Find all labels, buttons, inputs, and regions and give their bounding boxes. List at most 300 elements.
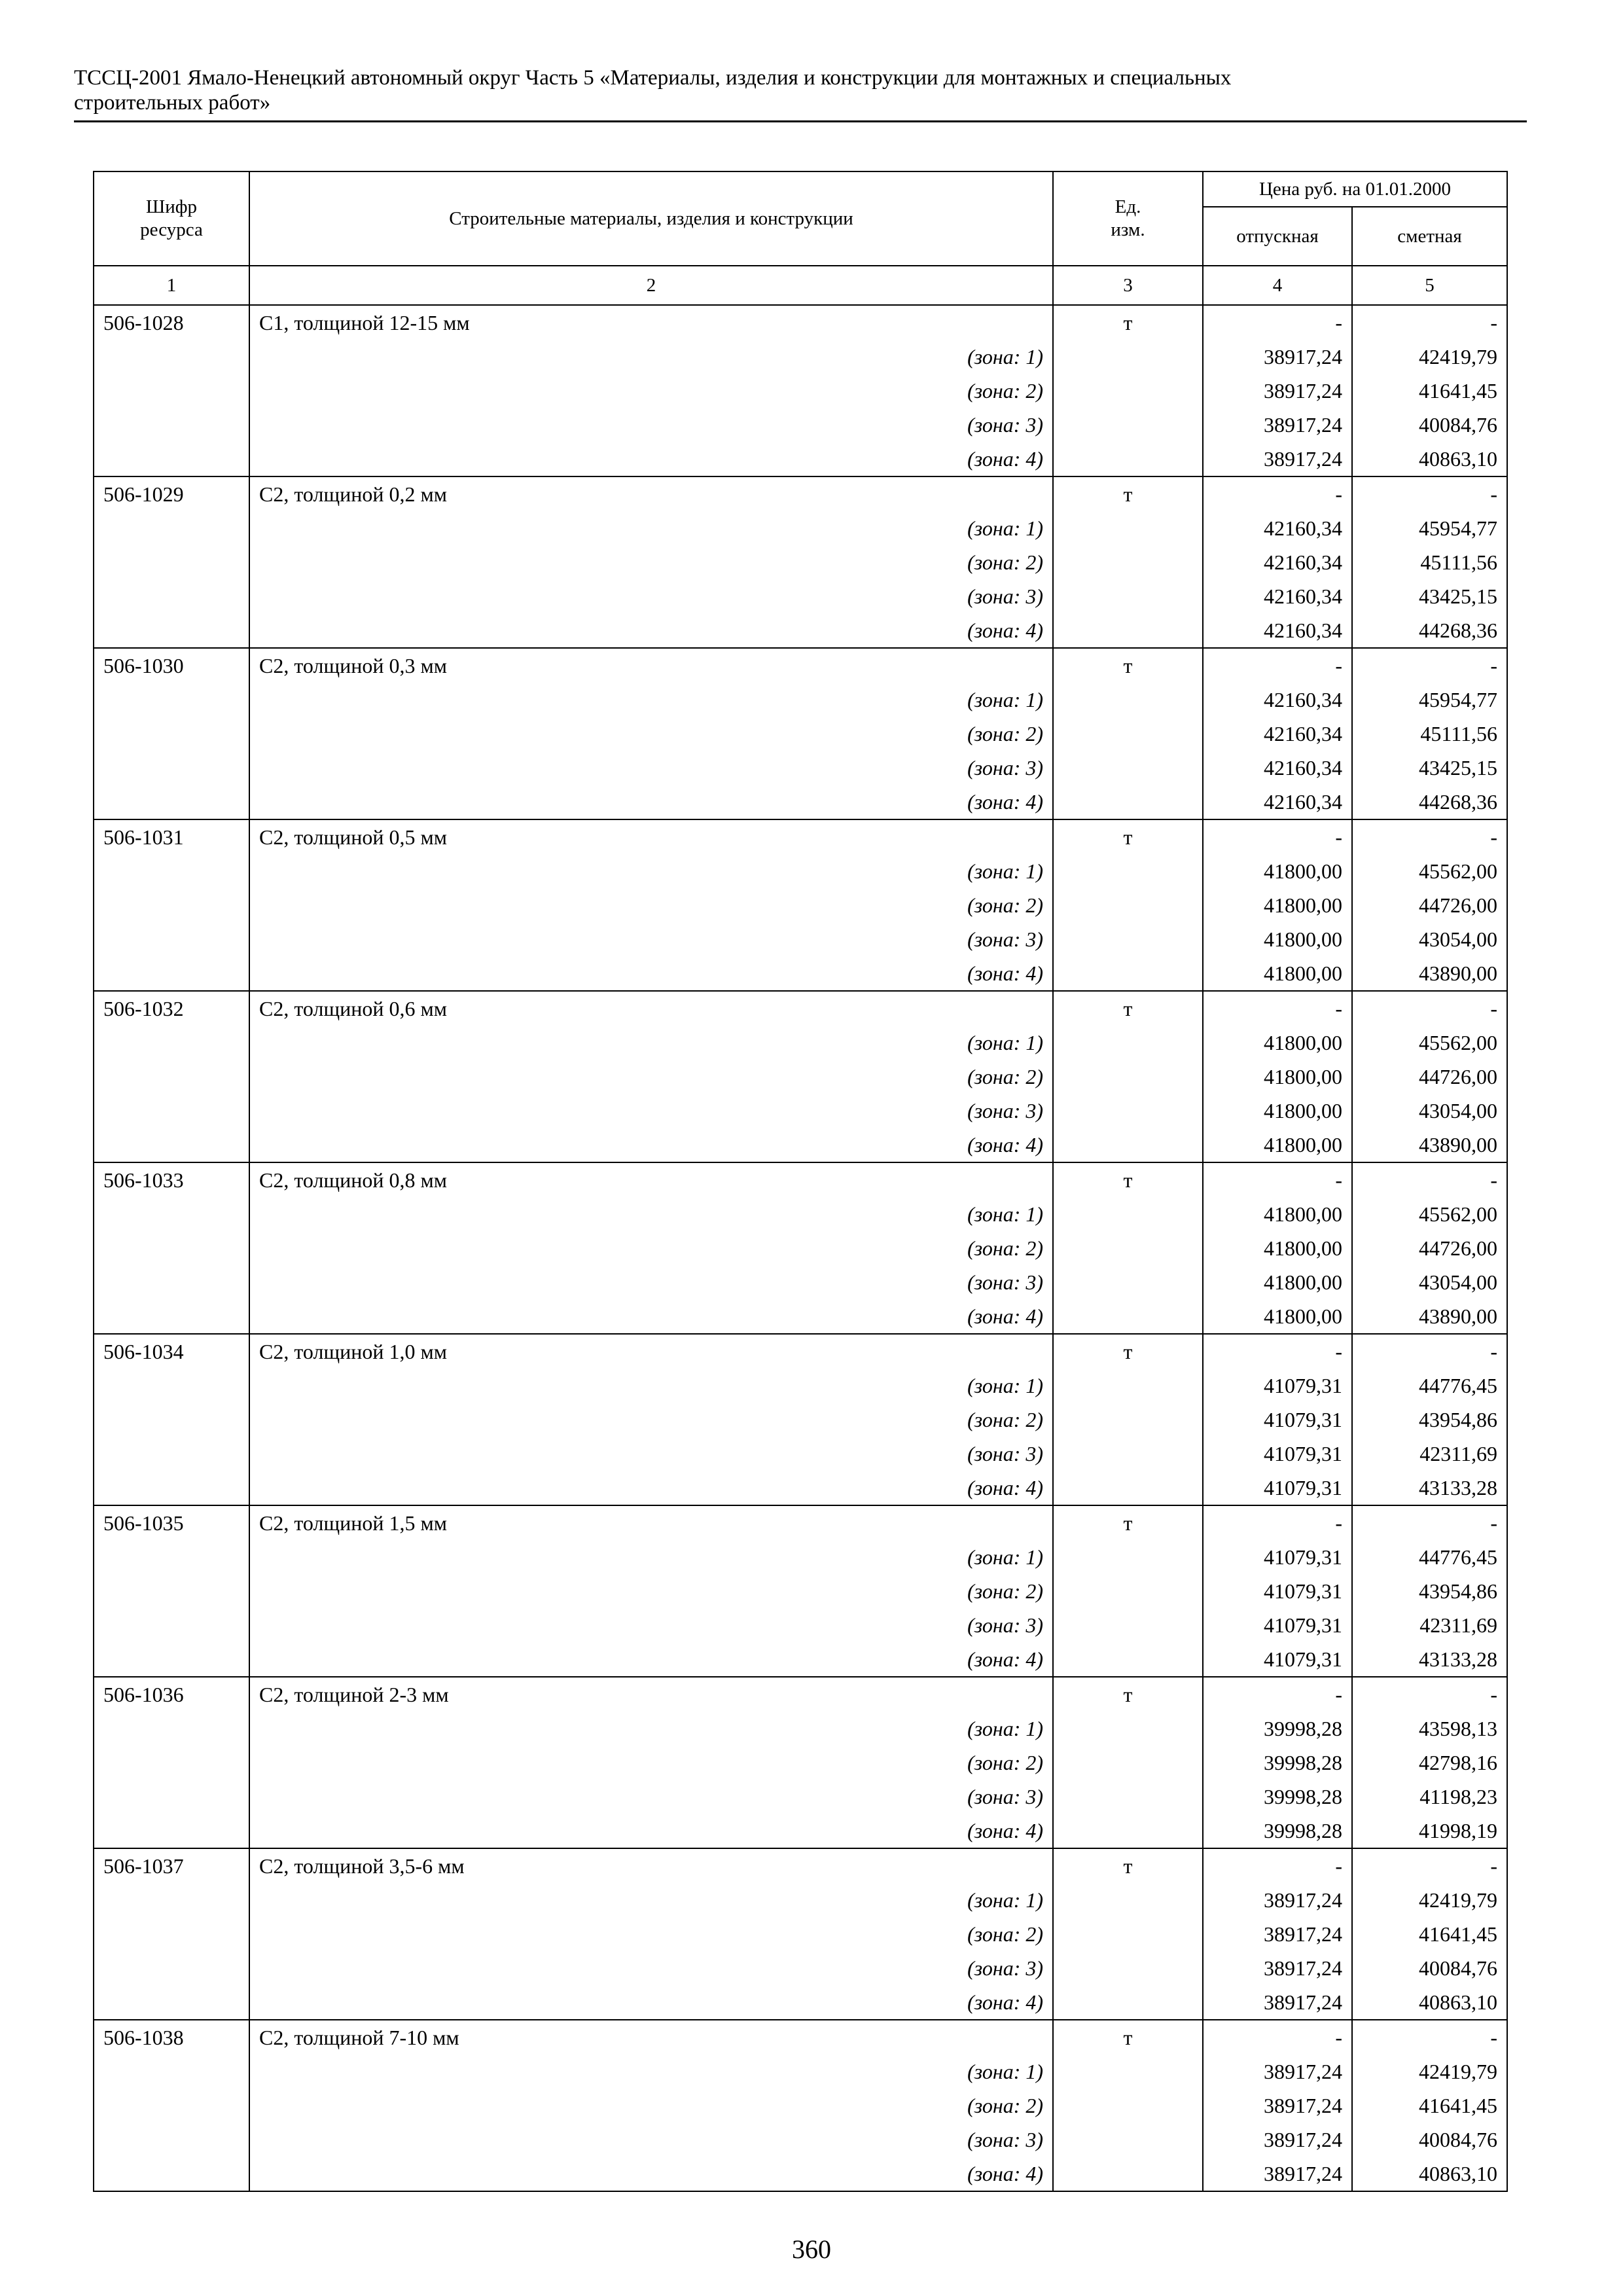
resource-code: 506-1029 xyxy=(94,476,249,511)
zone-label: (зона: 1) xyxy=(249,854,1053,888)
release-price: 41079,31 xyxy=(1203,1403,1352,1437)
zone-row xyxy=(94,854,1507,888)
empty-cell xyxy=(1053,374,1203,408)
zone-row xyxy=(94,1128,1507,1162)
column-header-name: Строительные материалы, изделия и конструкции xyxy=(249,171,1053,266)
empty-cell xyxy=(1053,1299,1203,1334)
resource-row xyxy=(94,1162,1507,1197)
empty-cell xyxy=(1053,1471,1203,1505)
zone-label: (зона: 3) xyxy=(249,1780,1053,1814)
zone-label: (зона: 3) xyxy=(249,751,1053,785)
release-price: 38917,24 xyxy=(1203,2123,1352,2157)
empty-cell xyxy=(94,442,249,476)
zone-label: (зона: 1) xyxy=(249,1712,1053,1746)
release-price: 41079,31 xyxy=(1203,1471,1352,1505)
price-table xyxy=(93,171,1508,2192)
empty-cell xyxy=(94,1712,249,1746)
zone-row xyxy=(94,717,1507,751)
estimate-price: 40863,10 xyxy=(1352,2157,1507,2191)
resource-unit: т xyxy=(1053,991,1203,1026)
resource-name: С2, толщиной 0,5 мм xyxy=(249,819,1053,854)
release-price: - xyxy=(1203,1848,1352,1883)
empty-cell xyxy=(1053,2089,1203,2123)
release-price: 41800,00 xyxy=(1203,1197,1352,1231)
column-header-estimate-price: сметная xyxy=(1352,207,1507,266)
zone-row xyxy=(94,1746,1507,1780)
zone-label: (зона: 2) xyxy=(249,374,1053,408)
empty-cell xyxy=(1053,1540,1203,1574)
release-price: 41800,00 xyxy=(1203,1128,1352,1162)
empty-cell xyxy=(94,1883,249,1917)
empty-cell xyxy=(94,579,249,613)
zone-row xyxy=(94,579,1507,613)
estimate-price: 40863,10 xyxy=(1352,1985,1507,2020)
zone-row xyxy=(94,1814,1507,1848)
empty-cell xyxy=(94,1369,249,1403)
empty-cell xyxy=(94,888,249,922)
empty-cell xyxy=(1053,854,1203,888)
empty-cell xyxy=(1053,1712,1203,1746)
empty-cell xyxy=(94,1471,249,1505)
release-price: 42160,34 xyxy=(1203,613,1352,648)
release-price: 41079,31 xyxy=(1203,1369,1352,1403)
estimate-price: - xyxy=(1352,1677,1507,1712)
empty-cell xyxy=(1053,579,1203,613)
empty-cell xyxy=(1053,1814,1203,1848)
estimate-price: 42419,79 xyxy=(1352,2054,1507,2089)
zone-row xyxy=(94,1471,1507,1505)
release-price: 41800,00 xyxy=(1203,1026,1352,1060)
empty-cell xyxy=(94,1060,249,1094)
empty-cell xyxy=(94,408,249,442)
zone-label: (зона: 1) xyxy=(249,340,1053,374)
zone-row xyxy=(94,340,1507,374)
empty-cell xyxy=(1053,1265,1203,1299)
zone-label: (зона: 1) xyxy=(249,1883,1053,1917)
resource-row xyxy=(94,819,1507,854)
zone-label: (зона: 3) xyxy=(249,1608,1053,1642)
zone-label: (зона: 4) xyxy=(249,442,1053,476)
empty-cell xyxy=(94,1985,249,2020)
zone-row xyxy=(94,2157,1507,2191)
table-header xyxy=(94,171,1507,305)
release-price: 38917,24 xyxy=(1203,1883,1352,1917)
empty-cell xyxy=(94,1403,249,1437)
resource-row xyxy=(94,1334,1507,1369)
zone-row xyxy=(94,888,1507,922)
release-price: 41800,00 xyxy=(1203,922,1352,956)
estimate-price: 45111,56 xyxy=(1352,717,1507,751)
release-price: 39998,28 xyxy=(1203,1780,1352,1814)
resource-row xyxy=(94,2020,1507,2054)
estimate-price: 43133,28 xyxy=(1352,1471,1507,1505)
empty-cell xyxy=(94,1197,249,1231)
zone-row xyxy=(94,956,1507,991)
resource-row xyxy=(94,991,1507,1026)
zone-label: (зона: 4) xyxy=(249,1814,1053,1848)
zone-row xyxy=(94,1197,1507,1231)
resource-code: 506-1030 xyxy=(94,648,249,683)
zone-label: (зона: 3) xyxy=(249,408,1053,442)
empty-cell xyxy=(94,545,249,579)
resource-code: 506-1032 xyxy=(94,991,249,1026)
estimate-price: 45954,77 xyxy=(1352,683,1507,717)
empty-cell xyxy=(1053,613,1203,648)
empty-cell xyxy=(1053,442,1203,476)
table-body xyxy=(94,305,1507,2191)
resource-unit: т xyxy=(1053,1334,1203,1369)
zone-label: (зона: 3) xyxy=(249,579,1053,613)
resource-row xyxy=(94,1848,1507,1883)
estimate-price: 42419,79 xyxy=(1352,340,1507,374)
estimate-price: 43054,00 xyxy=(1352,922,1507,956)
zone-row xyxy=(94,1883,1507,1917)
zone-row xyxy=(94,2089,1507,2123)
zone-row xyxy=(94,545,1507,579)
zone-row xyxy=(94,2054,1507,2089)
resource-name: С2, толщиной 3,5-6 мм xyxy=(249,1848,1053,1883)
resource-unit: т xyxy=(1053,1848,1203,1883)
estimate-price: 45562,00 xyxy=(1352,1197,1507,1231)
empty-cell xyxy=(1053,1574,1203,1608)
resource-unit: т xyxy=(1053,648,1203,683)
release-price: 42160,34 xyxy=(1203,785,1352,819)
empty-cell xyxy=(94,1746,249,1780)
empty-cell xyxy=(94,854,249,888)
release-price: 38917,24 xyxy=(1203,374,1352,408)
empty-cell xyxy=(1053,1437,1203,1471)
release-price: - xyxy=(1203,1162,1352,1197)
zone-row xyxy=(94,1026,1507,1060)
estimate-price: - xyxy=(1352,476,1507,511)
zone-label: (зона: 2) xyxy=(249,1403,1053,1437)
zone-row xyxy=(94,922,1507,956)
zone-label: (зона: 2) xyxy=(249,545,1053,579)
resource-unit: т xyxy=(1053,476,1203,511)
release-price: 41800,00 xyxy=(1203,888,1352,922)
release-price: 41079,31 xyxy=(1203,1437,1352,1471)
empty-cell xyxy=(1053,785,1203,819)
empty-cell xyxy=(94,374,249,408)
resource-name: С2, толщиной 1,0 мм xyxy=(249,1334,1053,1369)
release-price: 42160,34 xyxy=(1203,545,1352,579)
column-number: 4 xyxy=(1203,266,1352,305)
release-price: 38917,24 xyxy=(1203,2157,1352,2191)
empty-cell xyxy=(94,1574,249,1608)
zone-row xyxy=(94,511,1507,545)
zone-label: (зона: 3) xyxy=(249,922,1053,956)
resource-name: С2, толщиной 0,8 мм xyxy=(249,1162,1053,1197)
estimate-price: 41998,19 xyxy=(1352,1814,1507,1848)
zone-label: (зона: 4) xyxy=(249,1299,1053,1334)
zone-row xyxy=(94,785,1507,819)
document-header xyxy=(74,65,1527,115)
estimate-price: 44776,45 xyxy=(1352,1369,1507,1403)
empty-cell xyxy=(1053,717,1203,751)
resource-row xyxy=(94,648,1507,683)
zone-label: (зона: 1) xyxy=(249,1369,1053,1403)
estimate-price: 43954,86 xyxy=(1352,1574,1507,1608)
empty-cell xyxy=(1053,511,1203,545)
zone-row xyxy=(94,1231,1507,1265)
release-price: 41079,31 xyxy=(1203,1608,1352,1642)
resource-row xyxy=(94,1505,1507,1540)
empty-cell xyxy=(94,922,249,956)
column-number: 3 xyxy=(1053,266,1203,305)
resource-code: 506-1036 xyxy=(94,1677,249,1712)
zone-label: (зона: 4) xyxy=(249,1985,1053,2020)
release-price: - xyxy=(1203,2020,1352,2054)
estimate-price: 42419,79 xyxy=(1352,1883,1507,1917)
estimate-price: 43890,00 xyxy=(1352,956,1507,991)
empty-cell xyxy=(94,1540,249,1574)
release-price: 41800,00 xyxy=(1203,854,1352,888)
zone-row xyxy=(94,1951,1507,1985)
resource-name: С2, толщиной 7-10 мм xyxy=(249,2020,1053,2054)
empty-cell xyxy=(1053,1883,1203,1917)
empty-cell xyxy=(1053,340,1203,374)
zone-label: (зона: 2) xyxy=(249,2089,1053,2123)
resource-row xyxy=(94,1677,1507,1712)
zone-row xyxy=(94,1712,1507,1746)
resource-name: С1, толщиной 12-15 мм xyxy=(249,305,1053,340)
column-number-row xyxy=(94,266,1507,305)
release-price: 38917,24 xyxy=(1203,1917,1352,1951)
empty-cell xyxy=(1053,751,1203,785)
zone-row xyxy=(94,683,1507,717)
zone-row xyxy=(94,1540,1507,1574)
zone-label: (зона: 2) xyxy=(249,1746,1053,1780)
header-line-2: строительных работ» xyxy=(74,91,271,115)
estimate-price: 45562,00 xyxy=(1352,854,1507,888)
release-price: - xyxy=(1203,1505,1352,1540)
empty-cell xyxy=(1053,408,1203,442)
resource-row xyxy=(94,476,1507,511)
release-price: 41079,31 xyxy=(1203,1574,1352,1608)
empty-cell xyxy=(94,1437,249,1471)
estimate-price: 44776,45 xyxy=(1352,1540,1507,1574)
column-number: 5 xyxy=(1352,266,1507,305)
release-price: 38917,24 xyxy=(1203,2054,1352,2089)
estimate-price: 44726,00 xyxy=(1352,1231,1507,1265)
estimate-price: - xyxy=(1352,991,1507,1026)
zone-label: (зона: 4) xyxy=(249,1471,1053,1505)
empty-cell xyxy=(1053,1060,1203,1094)
zone-label: (зона: 1) xyxy=(249,1197,1053,1231)
zone-row xyxy=(94,1574,1507,1608)
estimate-price: - xyxy=(1352,2020,1507,2054)
empty-cell xyxy=(94,751,249,785)
resource-name: С2, толщиной 0,6 мм xyxy=(249,991,1053,1026)
column-header-release-price: отпускная xyxy=(1203,207,1352,266)
estimate-price: 40084,76 xyxy=(1352,408,1507,442)
empty-cell xyxy=(94,956,249,991)
resource-name: С2, толщиной 2-3 мм xyxy=(249,1677,1053,1712)
zone-label: (зона: 4) xyxy=(249,613,1053,648)
release-price: - xyxy=(1203,1677,1352,1712)
estimate-price: 43890,00 xyxy=(1352,1128,1507,1162)
release-price: 42160,34 xyxy=(1203,579,1352,613)
empty-cell xyxy=(94,785,249,819)
release-price: 41800,00 xyxy=(1203,956,1352,991)
release-price: - xyxy=(1203,648,1352,683)
empty-cell xyxy=(1053,683,1203,717)
resource-unit: т xyxy=(1053,2020,1203,2054)
empty-cell xyxy=(94,1299,249,1334)
empty-cell xyxy=(1053,1026,1203,1060)
release-price: 41800,00 xyxy=(1203,1299,1352,1334)
empty-cell xyxy=(94,340,249,374)
column-header-unit: Ед. изм. xyxy=(1053,171,1203,266)
zone-label: (зона: 4) xyxy=(249,956,1053,991)
zone-label: (зона: 1) xyxy=(249,1540,1053,1574)
release-price: - xyxy=(1203,819,1352,854)
zone-label: (зона: 2) xyxy=(249,1574,1053,1608)
empty-cell xyxy=(1053,1642,1203,1677)
resource-code: 506-1028 xyxy=(94,305,249,340)
empty-cell xyxy=(1053,1128,1203,1162)
empty-cell xyxy=(94,2157,249,2191)
zone-row xyxy=(94,1369,1507,1403)
empty-cell xyxy=(94,1231,249,1265)
release-price: 41800,00 xyxy=(1203,1094,1352,1128)
estimate-price: 40863,10 xyxy=(1352,442,1507,476)
empty-cell xyxy=(1053,1403,1203,1437)
zone-row xyxy=(94,1917,1507,1951)
release-price: 42160,34 xyxy=(1203,717,1352,751)
empty-cell xyxy=(1053,545,1203,579)
empty-cell xyxy=(1053,888,1203,922)
zone-label: (зона: 4) xyxy=(249,1642,1053,1677)
empty-cell xyxy=(1053,956,1203,991)
empty-cell xyxy=(1053,1094,1203,1128)
estimate-price: 41641,45 xyxy=(1352,2089,1507,2123)
release-price: - xyxy=(1203,476,1352,511)
estimate-price: 43054,00 xyxy=(1352,1265,1507,1299)
estimate-price: 41641,45 xyxy=(1352,1917,1507,1951)
estimate-price: 43425,15 xyxy=(1352,751,1507,785)
estimate-price: 44268,36 xyxy=(1352,613,1507,648)
resource-code: 506-1038 xyxy=(94,2020,249,2054)
resource-name: С2, толщиной 0,3 мм xyxy=(249,648,1053,683)
resource-unit: т xyxy=(1053,1677,1203,1712)
zone-label: (зона: 3) xyxy=(249,1951,1053,1985)
estimate-price: 42311,69 xyxy=(1352,1608,1507,1642)
estimate-price: 42311,69 xyxy=(1352,1437,1507,1471)
empty-cell xyxy=(94,1917,249,1951)
zone-label: (зона: 1) xyxy=(249,683,1053,717)
zone-label: (зона: 3) xyxy=(249,2123,1053,2157)
zone-label: (зона: 1) xyxy=(249,1026,1053,1060)
zone-label: (зона: 2) xyxy=(249,1917,1053,1951)
empty-cell xyxy=(1053,2123,1203,2157)
estimate-price: - xyxy=(1352,648,1507,683)
resource-code: 506-1034 xyxy=(94,1334,249,1369)
release-price: 38917,24 xyxy=(1203,408,1352,442)
zone-row xyxy=(94,1403,1507,1437)
release-price: 41800,00 xyxy=(1203,1265,1352,1299)
estimate-price: 42798,16 xyxy=(1352,1746,1507,1780)
zone-row xyxy=(94,442,1507,476)
resource-name: С2, толщиной 1,5 мм xyxy=(249,1505,1053,1540)
page-number: 360 xyxy=(792,2234,831,2264)
estimate-price: 43054,00 xyxy=(1352,1094,1507,1128)
estimate-price: - xyxy=(1352,819,1507,854)
estimate-price: 41198,23 xyxy=(1352,1780,1507,1814)
release-price: 38917,24 xyxy=(1203,442,1352,476)
release-price: 38917,24 xyxy=(1203,1951,1352,1985)
release-price: - xyxy=(1203,991,1352,1026)
zone-row xyxy=(94,1780,1507,1814)
release-price: 38917,24 xyxy=(1203,2089,1352,2123)
zone-label: (зона: 1) xyxy=(249,511,1053,545)
zone-row xyxy=(94,613,1507,648)
release-price: 41800,00 xyxy=(1203,1060,1352,1094)
zone-row xyxy=(94,374,1507,408)
estimate-price: - xyxy=(1352,1162,1507,1197)
zone-row xyxy=(94,751,1507,785)
empty-cell xyxy=(1053,1369,1203,1403)
resource-unit: т xyxy=(1053,305,1203,340)
column-number: 2 xyxy=(249,266,1053,305)
zone-label: (зона: 1) xyxy=(249,2054,1053,2089)
empty-cell xyxy=(94,683,249,717)
empty-cell xyxy=(94,1608,249,1642)
empty-cell xyxy=(94,2054,249,2089)
empty-cell xyxy=(1053,1197,1203,1231)
release-price: 42160,34 xyxy=(1203,511,1352,545)
estimate-price: 44268,36 xyxy=(1352,785,1507,819)
estimate-price: 40084,76 xyxy=(1352,2123,1507,2157)
estimate-price: 43890,00 xyxy=(1352,1299,1507,1334)
empty-cell xyxy=(94,1951,249,1985)
resource-code: 506-1035 xyxy=(94,1505,249,1540)
resource-code: 506-1033 xyxy=(94,1162,249,1197)
zone-row xyxy=(94,408,1507,442)
column-number: 1 xyxy=(94,266,249,305)
estimate-price: 45954,77 xyxy=(1352,511,1507,545)
estimate-price: 40084,76 xyxy=(1352,1951,1507,1985)
release-price: 39998,28 xyxy=(1203,1712,1352,1746)
zone-label: (зона: 4) xyxy=(249,2157,1053,2191)
release-price: 42160,34 xyxy=(1203,683,1352,717)
zone-label: (зона: 2) xyxy=(249,1231,1053,1265)
zone-label: (зона: 2) xyxy=(249,1060,1053,1094)
estimate-price: 45562,00 xyxy=(1352,1026,1507,1060)
empty-cell xyxy=(94,613,249,648)
zone-row xyxy=(94,1299,1507,1334)
empty-cell xyxy=(94,511,249,545)
empty-cell xyxy=(1053,2157,1203,2191)
release-price: 39998,28 xyxy=(1203,1814,1352,1848)
empty-cell xyxy=(1053,922,1203,956)
empty-cell xyxy=(1053,1985,1203,2020)
release-price: 41079,31 xyxy=(1203,1642,1352,1677)
zone-row xyxy=(94,1265,1507,1299)
zone-label: (зона: 2) xyxy=(249,717,1053,751)
zone-row xyxy=(94,2123,1507,2157)
resource-unit: т xyxy=(1053,1162,1203,1197)
release-price: 41079,31 xyxy=(1203,1540,1352,1574)
estimate-price: - xyxy=(1352,305,1507,340)
resource-code: 506-1031 xyxy=(94,819,249,854)
estimate-price: 43954,86 xyxy=(1352,1403,1507,1437)
zone-label: (зона: 4) xyxy=(249,1128,1053,1162)
empty-cell xyxy=(1053,2054,1203,2089)
estimate-price: - xyxy=(1352,1334,1507,1369)
release-price: - xyxy=(1203,305,1352,340)
release-price: - xyxy=(1203,1334,1352,1369)
